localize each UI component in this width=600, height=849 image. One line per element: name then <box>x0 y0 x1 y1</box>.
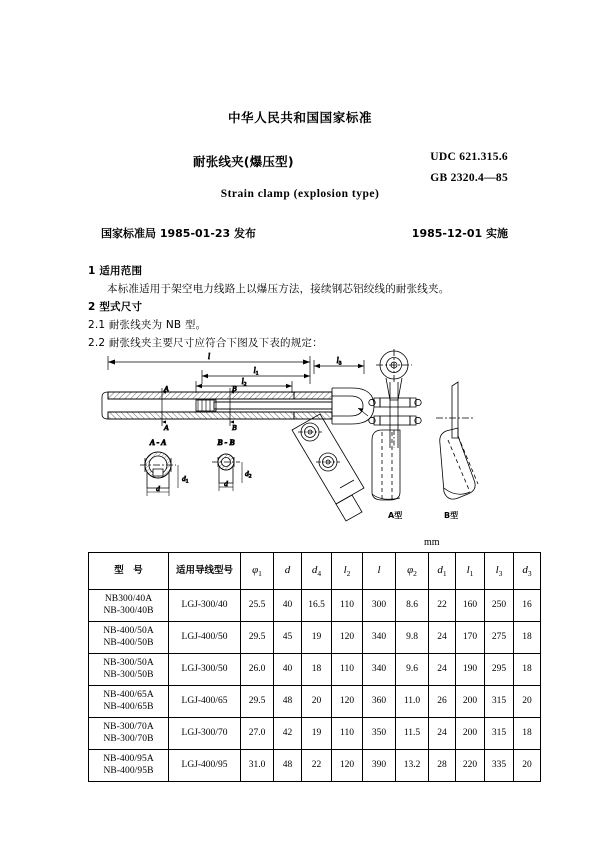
cell-l3: 250 <box>485 590 514 622</box>
cell-d: 48 <box>274 750 302 782</box>
technical-drawing <box>96 348 516 530</box>
cell-d3: 20 <box>514 686 541 718</box>
section-1-paragraph: 本标准适用于架空电力线路上以爆压方法，接续钢芯铝绞线的耐张线夹。 <box>107 283 450 295</box>
cell-d4: 20 <box>302 686 332 718</box>
udc-number: UDC 621.315.6 <box>430 151 508 163</box>
svg-text:d: d <box>224 479 228 488</box>
cell-phi2: 9.8 <box>396 622 429 654</box>
col-header-d1: $d_1$ <box>429 553 456 590</box>
cell-l: 390 <box>363 750 396 782</box>
table-body <box>89 590 541 782</box>
type-b-label: B型 <box>444 511 459 520</box>
model-code-b: NB-400/65B <box>103 701 154 712</box>
cell-d1: 24 <box>429 718 456 750</box>
cell-model <box>89 718 169 750</box>
cell-d: 42 <box>274 718 302 750</box>
table-row <box>89 718 541 750</box>
cell-l3: 335 <box>485 750 514 782</box>
cell-l2: 120 <box>332 750 363 782</box>
table-row <box>89 750 541 782</box>
svg-text:d: d <box>156 484 160 493</box>
section-1-heading: 1 适用范围 <box>88 265 143 277</box>
col-header-model: 型 号 <box>89 553 169 590</box>
standard-chinese-title: 耐张线夹(爆压型) <box>193 154 294 169</box>
cell-l1: 170 <box>456 622 485 654</box>
cell-d3: 18 <box>514 654 541 686</box>
model-code-b: NB-400/95B <box>103 765 154 776</box>
national-standard-title: 中华人民共和国国家标准 <box>227 110 373 125</box>
clamp-body-section <box>102 392 332 419</box>
type-a-elevation <box>369 349 421 502</box>
cell-l3: 315 <box>485 686 514 718</box>
cell-wire-type: LGJ-300/40 <box>169 590 241 622</box>
section-2-heading: 2 型式尺寸 <box>88 301 143 313</box>
cell-d4: 19 <box>302 718 332 750</box>
cell-model <box>89 750 169 782</box>
table-row <box>89 686 541 718</box>
effective-date: 1985-12-01 实施 <box>411 227 508 240</box>
cell-l2: 120 <box>332 622 363 654</box>
svg-text:d2: $d_2$ <box>245 469 252 480</box>
cell-phi1: 26.0 <box>241 654 274 686</box>
cell-d3: 16 <box>514 590 541 622</box>
model-code-b: NB-300/70B <box>103 733 154 744</box>
svg-text:B - B: B - B <box>217 438 235 447</box>
cell-l1: 160 <box>456 590 485 622</box>
col-header-l3: $l_3$ <box>485 553 514 590</box>
cell-wire-type: LGJ-400/95 <box>169 750 241 782</box>
cell-model <box>89 654 169 686</box>
section-2-2-text: 2.2 耐张线夹主要尺寸应符合下图及下表的规定： <box>88 337 323 349</box>
cell-d4: 19 <box>302 622 332 654</box>
gb-standard-number: GB 2320.4—85 <box>430 172 508 184</box>
cell-model <box>89 622 169 654</box>
col-header-l2: $l_2$ <box>332 553 363 590</box>
clamp-loop-end <box>332 388 374 424</box>
cell-l3: 315 <box>485 718 514 750</box>
cell-d4: 18 <box>302 654 332 686</box>
col-header-d: d <box>274 553 302 590</box>
model-code-b: NB-300/50B <box>103 669 154 680</box>
type-a-label: A型 <box>388 511 403 520</box>
cell-wire-type: LGJ-300/50 <box>169 654 241 686</box>
model-code-a: NB-400/95A <box>103 753 154 764</box>
svg-text:A - A: A - A <box>149 438 167 447</box>
cell-d3: 20 <box>514 750 541 782</box>
cell-model <box>89 590 169 622</box>
cell-l1: 200 <box>456 718 485 750</box>
model-code-a: NB-300/70A <box>103 721 154 732</box>
cell-wire-type: LGJ-400/50 <box>169 622 241 654</box>
cell-phi2: 13.2 <box>396 750 429 782</box>
cell-d1: 28 <box>429 750 456 782</box>
svg-text:A: A <box>164 384 169 393</box>
section-view-bb <box>212 438 252 491</box>
cell-d1: 24 <box>429 654 456 686</box>
cell-l2: 110 <box>332 654 363 686</box>
model-code-b: NB-400/50B <box>103 637 154 648</box>
loop-pointer <box>358 408 368 416</box>
cell-d3: 18 <box>514 718 541 750</box>
cell-l: 300 <box>363 590 396 622</box>
cell-phi1: 27.0 <box>241 718 274 750</box>
section-view-aa <box>140 438 189 496</box>
cell-l3: 275 <box>485 622 514 654</box>
model-code-a: NB300/40A <box>104 593 153 604</box>
cell-l: 340 <box>363 622 396 654</box>
table-row <box>89 622 541 654</box>
cell-l1: 190 <box>456 654 485 686</box>
section-2-1-text: 2.1 耐张线夹为 NB 型。 <box>88 319 207 331</box>
cell-l: 360 <box>363 686 396 718</box>
col-header-phi1: $\varphi_1$ <box>241 553 274 590</box>
cell-d3: 18 <box>514 622 541 654</box>
svg-text:l3: l3 <box>336 356 342 367</box>
cell-phi2: 11.0 <box>396 686 429 718</box>
cell-phi2: 9.6 <box>396 654 429 686</box>
svg-text:l1: l1 <box>253 366 259 377</box>
cell-l1: 200 <box>456 686 485 718</box>
col-header-d4: $d_4$ <box>302 553 332 590</box>
table-header <box>89 553 541 590</box>
svg-text:l2: l2 <box>241 377 247 388</box>
cell-l: 340 <box>363 654 396 686</box>
specification-table <box>88 552 541 782</box>
cell-l: 350 <box>363 718 396 750</box>
angled-clamp-body <box>292 414 364 521</box>
cell-d: 40 <box>274 654 302 686</box>
type-b-elevation <box>436 382 478 499</box>
cell-d: 45 <box>274 622 302 654</box>
model-code-a: NB-400/50A <box>103 625 154 636</box>
col-header-l: l <box>363 553 396 590</box>
table-row <box>89 590 541 622</box>
model-code-a: NB-300/50A <box>103 657 154 668</box>
svg-text:B: B <box>232 423 237 432</box>
table-unit-label: mm <box>424 537 440 548</box>
cell-d4: 16.5 <box>302 590 332 622</box>
cell-d1: 22 <box>429 590 456 622</box>
cell-phi1: 25.5 <box>241 590 274 622</box>
cell-model <box>89 686 169 718</box>
model-code-a: NB-400/65A <box>103 689 154 700</box>
cell-l2: 110 <box>332 590 363 622</box>
cell-l3: 295 <box>485 654 514 686</box>
cell-phi1: 29.5 <box>241 622 274 654</box>
cell-phi2: 8.6 <box>396 590 429 622</box>
col-header-wire-type: 适用导线型号 <box>169 553 241 590</box>
cell-wire-type: LGJ-400/65 <box>169 686 241 718</box>
cell-d1: 24 <box>429 622 456 654</box>
svg-text:B: B <box>232 384 237 393</box>
cell-d1: 26 <box>429 686 456 718</box>
col-header-d3: $d_3$ <box>514 553 541 590</box>
table-row <box>89 654 541 686</box>
cell-wire-type: LGJ-300/70 <box>169 718 241 750</box>
cell-d: 40 <box>274 590 302 622</box>
cell-l1: 220 <box>456 750 485 782</box>
col-header-l1: $l_1$ <box>456 553 485 590</box>
cell-phi1: 29.5 <box>241 686 274 718</box>
strain-clamp-drawing-svg <box>96 348 516 530</box>
cell-phi2: 11.5 <box>396 718 429 750</box>
cell-l2: 110 <box>332 718 363 750</box>
svg-text:A: A <box>164 423 169 432</box>
col-header-phi2: $\varphi_2$ <box>396 553 429 590</box>
cell-d: 48 <box>274 686 302 718</box>
svg-text:l: l <box>207 352 211 361</box>
issuing-authority-date: 国家标准局 1985-01-23 发布 <box>101 227 257 240</box>
table-header-row <box>89 553 541 590</box>
cell-l2: 120 <box>332 686 363 718</box>
cell-phi1: 31.0 <box>241 750 274 782</box>
svg-text:d1: $d_1$ <box>182 474 189 485</box>
model-code-b: NB-300/40B <box>103 605 154 616</box>
standard-english-title: Strain clamp (explosion type) <box>220 188 380 200</box>
cell-d4: 22 <box>302 750 332 782</box>
